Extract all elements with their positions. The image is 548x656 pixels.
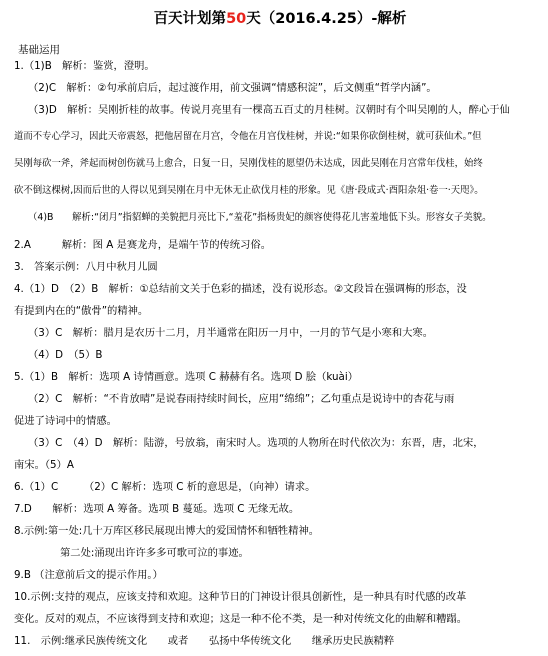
answer-line: 10.示例:支持的观点，应该支持和欢迎。这种节日的门神设计很具创新性，是一种具有时代感的改革 <box>14 590 467 603</box>
title-suffix: 天（2016.4.25）-解析 <box>246 11 407 27</box>
answer-line: 4.（1）D （2）B 解析：①总结前文关于色彩的描述，没有说形态。②文段旨在强调梅的形态，没 <box>14 282 467 295</box>
page-title <box>24 8 536 30</box>
answer-line: 吴刚每砍一斧，斧起而树创伤就马上愈合，日复一日，吴刚伐桂的愿望仍未达成，因此吴刚在月宫常年伐桂，始终 <box>14 158 483 170</box>
section-heading: 基础运用 <box>18 44 60 56</box>
answer-line: 6.（1）C （2）C 解析：选项 C 析的意思是，（向神）请求。 <box>14 480 316 493</box>
answer-line: （3)D 解析：吴刚折桂的故事。传说月亮里有一棵高五百丈的月桂树。汉朝时有个叫吴刚的人，醉心于仙 <box>28 104 510 116</box>
answer-line: （2)C 解析：②句承前启后，起过渡作用，前文强调“情感积淀”，后文侧重“哲学内涵”。 <box>28 82 437 94</box>
answer-line: 2.A 解析：图 A 是赛龙舟，是端午节的传统习俗。 <box>14 238 271 251</box>
title-day-number: 50 <box>226 11 247 27</box>
answer-line: 变化。反对的观点，不应该得到支持和欢迎；这是一种不伦不类，是一种对传统文化的曲解和糟蹋。 <box>14 612 468 625</box>
answer-line: （2）C 解析：“不肯放晴”是说春雨持续时间长，应用“绵绵”；乙句重点是说诗中的杏花与雨 <box>28 392 455 405</box>
answer-line: （3）C 解析：腊月是农历十二月，月半通常在阳历一月中，一月的节气是小寒和大寒。 <box>28 326 434 339</box>
answer-line: 11. 示例:继承民族传统文化 或者 弘扬中华传统文化 继承历史民族精粹 <box>14 634 395 647</box>
answer-line: 7.D 解析：选项 A 筹备。选项 B 蔓延。选项 C 无缘无故。 <box>14 502 300 515</box>
answer-line: 第二处:涌现出许许多多可歌可泣的事迹。 <box>60 546 249 559</box>
answer-line: 8.示例:第一处:几十万库区移民展现出博大的爱国情怀和牺牲精神。 <box>14 524 320 537</box>
answer-line: （4）D （5）B <box>28 348 103 361</box>
answer-line: 5.（1）B 解析：选项 A 诗情画意。选项 C 赫赫有名。选项 D 脍（kuài） <box>14 370 359 383</box>
answer-line: 1.（1)B 解析：鉴赏，澄明。 <box>14 60 155 72</box>
answer-line: 南宋。（5）A <box>14 458 74 471</box>
answer-line: 3. 答案示例：八月中秋月儿圆 <box>14 260 158 273</box>
title-prefix: 百天计划第 <box>153 11 227 27</box>
answer-line: （4)B 解析:“闭月”指貂蝉的美貌把月亮比下,“羞花”指杨贵妃的颜容使得花儿害羞地低下头。形容女子美貌。 <box>28 212 492 224</box>
answer-line: 砍不倒这棵树,因而后世的人得以见到吴刚在月中无休无止砍伐月桂的形象。见《唐·段成式·酉阳杂俎·卷一·天咫》。 <box>14 185 484 197</box>
answer-line: 道而不专心学习，因此天帝震怒，把他居留在月宫，令他在月宫伐桂树，并说:“如果你砍倒桂树，就可获仙术。”但 <box>14 131 482 143</box>
answer-line: 9.B （注意前后文的提示作用。） <box>14 568 163 581</box>
answer-line: 有提到内在的“傲骨”的精神。 <box>14 304 149 317</box>
answer-line: 促进了诗词中的情感。 <box>14 414 117 427</box>
answer-line: （3）C （4）D 解析：陆游，号放翁，南宋时人。选项的人物所在时代依次为：东晋，唐，北宋， <box>28 436 484 449</box>
